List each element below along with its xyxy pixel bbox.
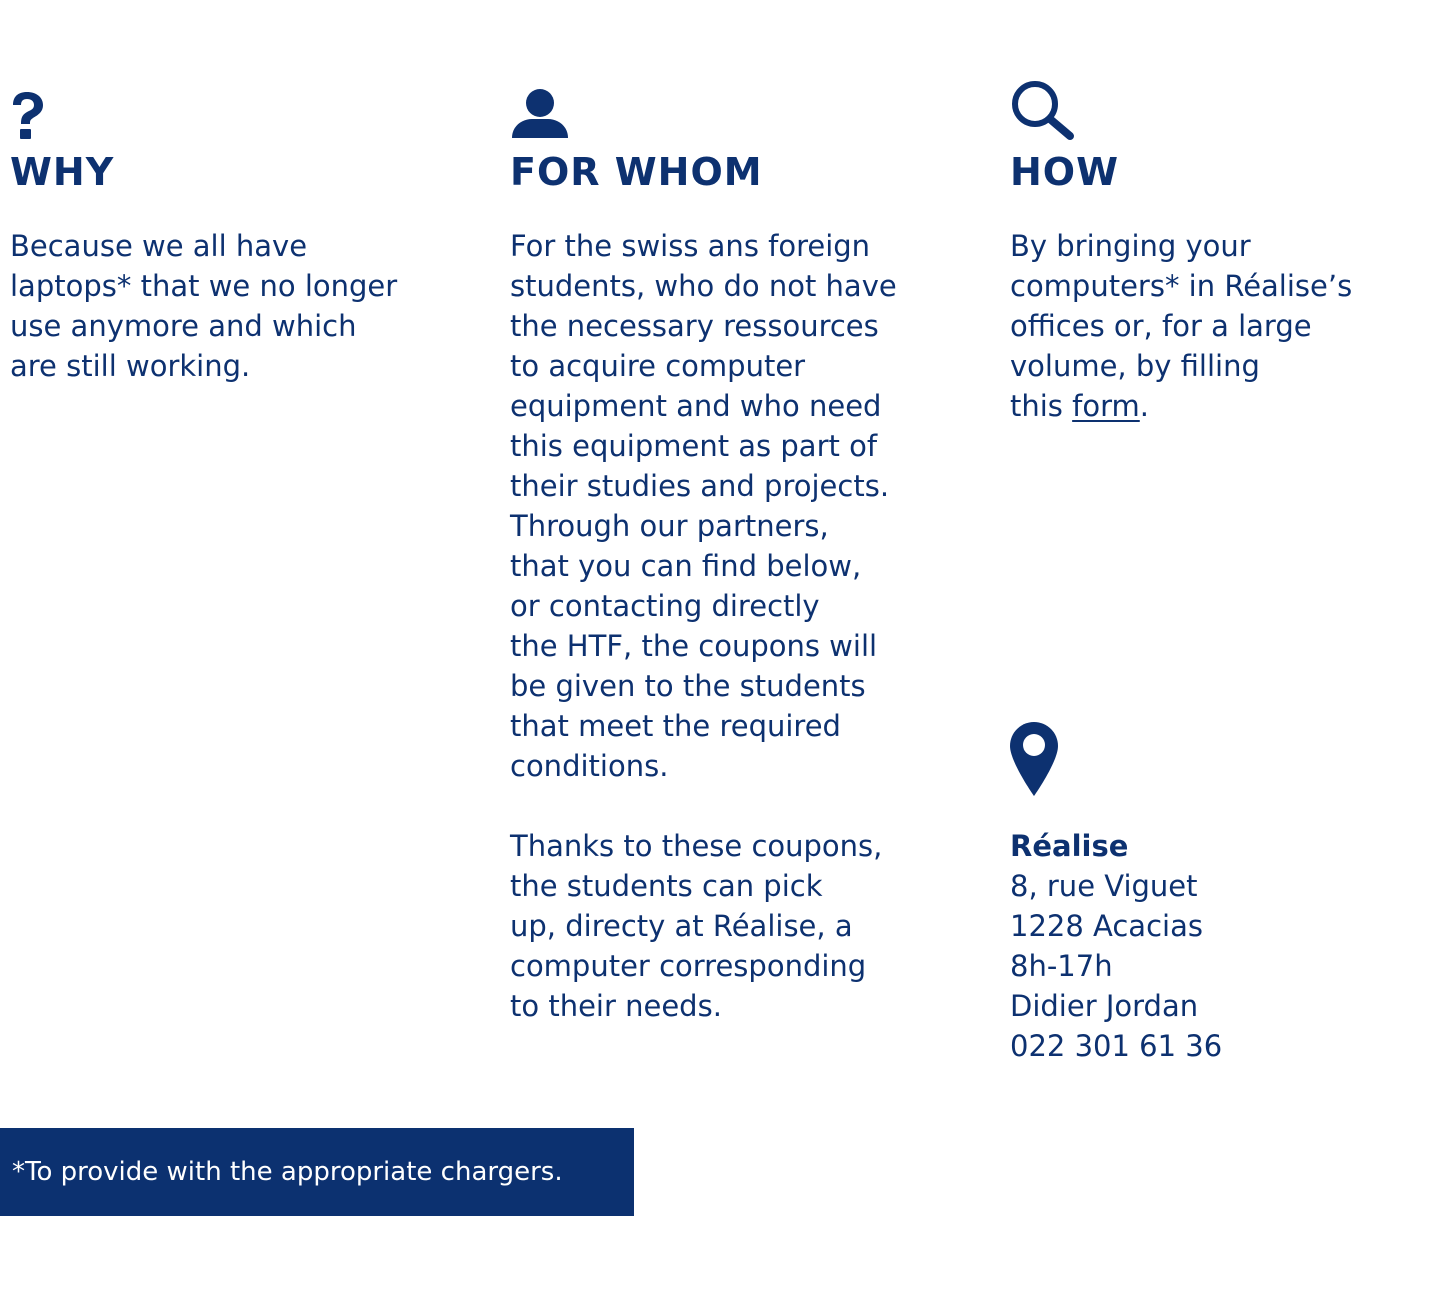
- question-mark-icon: [10, 92, 46, 145]
- for-whom-line: the HTF, the coupons will: [510, 629, 878, 663]
- why-heading: WHY: [10, 150, 115, 194]
- location-pin-icon: [1010, 722, 1058, 801]
- for-whom-line: this equipment as part of: [510, 429, 878, 463]
- contact-person: Didier Jordan: [1010, 989, 1199, 1023]
- for-whom-line: Thanks to these coupons,: [510, 829, 883, 863]
- how-last-line-prefix: this: [1010, 389, 1073, 423]
- how-line-with-link: [1010, 386, 1352, 426]
- contact-hours: 8h-17h: [1010, 949, 1113, 983]
- contact-city: 1228 Acacias: [1010, 909, 1203, 943]
- for-whom-line: that you can find below,: [510, 549, 862, 583]
- for-whom-line: to acquire computer: [510, 349, 806, 383]
- search-icon: [1010, 80, 1076, 145]
- how-text: [1010, 226, 1352, 426]
- for-whom-line: conditions.: [510, 749, 669, 783]
- why-line: Because we all have: [10, 229, 308, 263]
- for-whom-line: Through our partners,: [510, 509, 829, 543]
- contact-street: 8, rue Viguet: [1010, 869, 1198, 903]
- why-line: are still working.: [10, 349, 251, 383]
- how-heading: HOW: [1010, 150, 1120, 194]
- contact-phone: 022 301 61 36: [1010, 1029, 1223, 1063]
- why-line: laptops* that we no longer: [10, 269, 398, 303]
- for-whom-line: that meet the required: [510, 709, 841, 743]
- why-line: use anymore and which: [10, 309, 357, 343]
- for-whom-line: the necessary ressources: [510, 309, 879, 343]
- how-last-line-suffix: .: [1139, 389, 1149, 423]
- for-whom-line: equipment and who need: [510, 389, 882, 423]
- form-link[interactable]: form: [1072, 389, 1140, 423]
- how-line: By bringing your: [1010, 229, 1251, 263]
- for-whom-heading: FOR WHOM: [510, 150, 763, 194]
- for-whom-line: their studies and projects.: [510, 469, 890, 503]
- for-whom-line: students, who do not have: [510, 269, 897, 303]
- contact-block: [1010, 826, 1222, 1066]
- person-icon: [510, 89, 570, 144]
- for-whom-line: or contacting directly: [510, 589, 820, 623]
- for-whom-line: be given to the students: [510, 669, 866, 703]
- for-whom-line: the students can pick: [510, 869, 823, 903]
- paragraph-spacer: [510, 786, 897, 826]
- why-text: [10, 226, 397, 386]
- for-whom-line: For the swiss ans foreign: [510, 229, 871, 263]
- footnote-banner: [0, 1128, 634, 1216]
- for-whom-line: computer corresponding: [510, 949, 867, 983]
- footnote-text: *To provide with the appropriate chargers.: [12, 1157, 563, 1187]
- for-whom-line: up, directy at Réalise, a: [510, 909, 853, 943]
- contact-name: Réalise: [1010, 829, 1129, 863]
- for-whom-line: to their needs.: [510, 989, 722, 1023]
- for-whom-text: [510, 226, 897, 1026]
- how-line: volume, by filling: [1010, 349, 1260, 383]
- how-line: computers* in Réalise’s: [1010, 269, 1353, 303]
- how-line: offices or, for a large: [1010, 309, 1312, 343]
